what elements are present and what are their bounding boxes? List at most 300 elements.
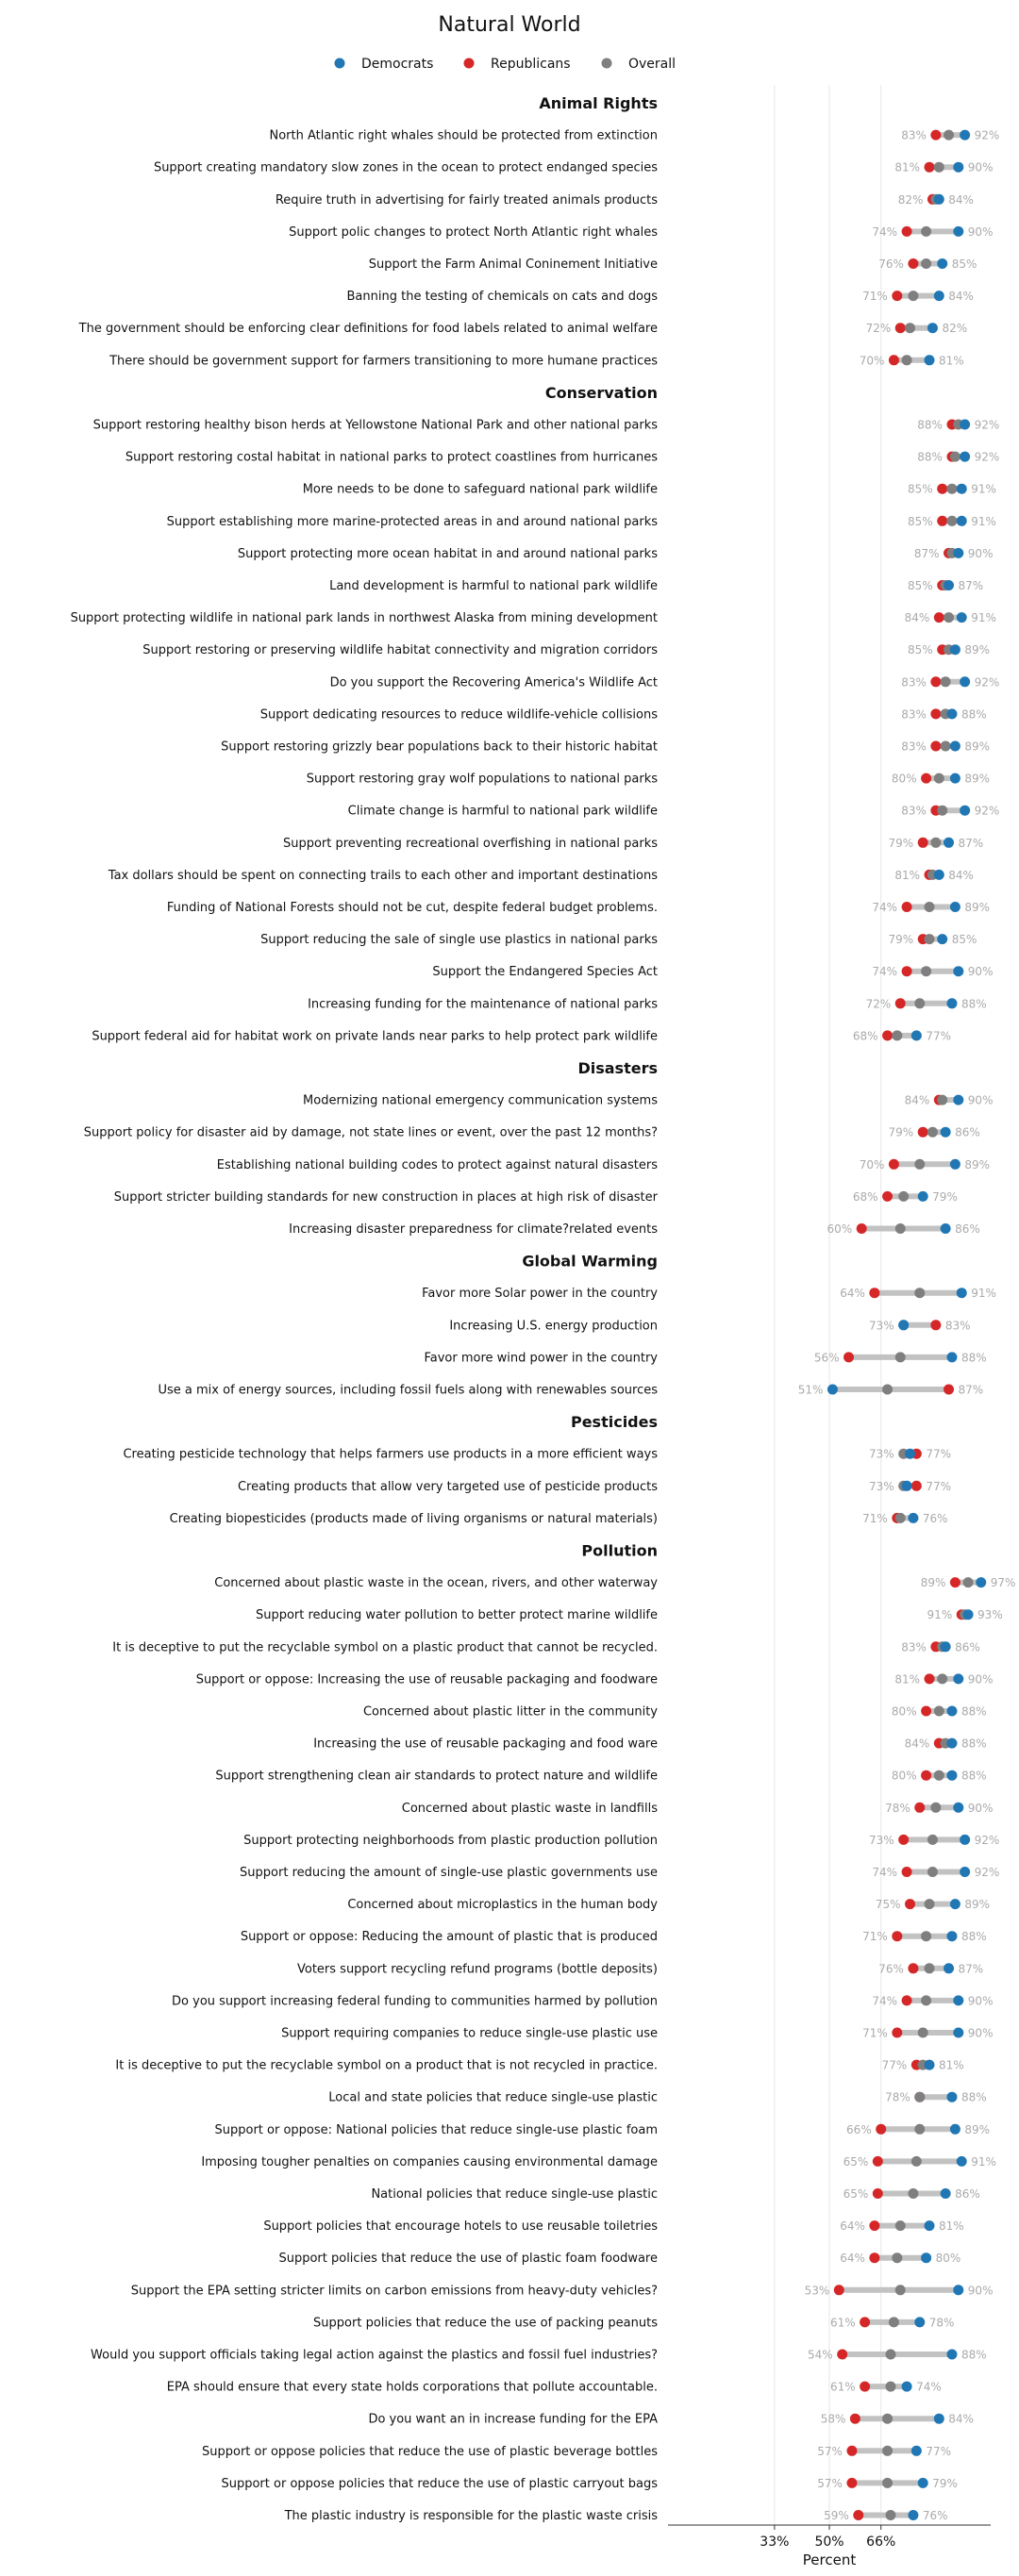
point-democrats bbox=[957, 1288, 967, 1298]
min-value-label: 79% bbox=[888, 1125, 914, 1139]
point-overall bbox=[927, 1867, 938, 1877]
point-republicans bbox=[902, 1995, 912, 2005]
min-value-label: 71% bbox=[862, 290, 888, 304]
min-value-label: 74% bbox=[872, 965, 898, 979]
point-democrats bbox=[946, 2092, 957, 2102]
max-value-label: 89% bbox=[964, 1157, 991, 1172]
point-republicans bbox=[905, 1899, 915, 1909]
max-value-label: 92% bbox=[974, 804, 1000, 818]
point-democrats bbox=[941, 1127, 951, 1138]
min-value-label: 64% bbox=[840, 1287, 865, 1301]
point-overall bbox=[895, 1513, 906, 1523]
point-republicans bbox=[902, 966, 912, 976]
max-value-label: 81% bbox=[939, 2058, 964, 2072]
point-republicans bbox=[918, 838, 928, 848]
point-overall bbox=[882, 2446, 893, 2456]
legend-label-overall: Overall bbox=[628, 57, 677, 72]
max-value-label: 89% bbox=[964, 1898, 991, 1912]
point-republicans bbox=[930, 676, 941, 687]
max-value-label: 86% bbox=[955, 2187, 980, 2201]
point-democrats bbox=[918, 2478, 928, 2488]
row-label: Support policies that reduce the use of plastic foam foodware bbox=[278, 2252, 658, 2267]
point-overall bbox=[921, 1995, 931, 2005]
row-label: Support policies that reduce the use of packing peanuts bbox=[313, 2316, 658, 2331]
point-democrats bbox=[944, 580, 954, 590]
min-value-label: 68% bbox=[852, 1029, 878, 1043]
point-republicans bbox=[869, 2220, 879, 2231]
min-value-label: 85% bbox=[908, 643, 933, 657]
min-value-label: 83% bbox=[901, 1640, 927, 1654]
point-republicans bbox=[873, 2188, 883, 2199]
point-overall bbox=[882, 1385, 893, 1395]
x-tick-label: 33% bbox=[760, 2534, 790, 2550]
row-label: Support policies that encourage hotels to use reusable toiletries bbox=[263, 2219, 658, 2235]
point-democrats bbox=[946, 1770, 957, 1781]
point-democrats bbox=[944, 1963, 954, 1973]
point-democrats bbox=[950, 902, 961, 912]
point-overall bbox=[914, 1159, 925, 1170]
point-democrats bbox=[934, 2414, 944, 2424]
min-value-label: 81% bbox=[894, 1672, 921, 1687]
point-republicans bbox=[898, 1835, 909, 1845]
point-overall bbox=[905, 323, 915, 333]
point-overall bbox=[963, 1577, 974, 1587]
point-democrats bbox=[946, 2350, 957, 2360]
max-value-label: 87% bbox=[958, 1383, 984, 1397]
row-label: Local and state policies that reduce single-use plastic bbox=[328, 2090, 658, 2105]
min-value-label: 56% bbox=[813, 1351, 840, 1365]
point-democrats bbox=[937, 934, 947, 944]
row-label: Banning the testing of chemicals on cats and dogs bbox=[346, 290, 658, 305]
point-democrats bbox=[976, 1577, 986, 1587]
section-title: Pollution bbox=[581, 1541, 658, 1560]
point-republicans bbox=[853, 2510, 863, 2520]
point-overall bbox=[911, 2156, 922, 2167]
row-label: Increasing U.S. energy production bbox=[449, 1319, 658, 1334]
max-value-label: 91% bbox=[971, 611, 996, 625]
row-label: Support reducing the amount of single-use plastic governments use bbox=[240, 1866, 658, 1880]
max-value-label: 88% bbox=[961, 997, 987, 1011]
max-value-label: 84% bbox=[948, 192, 974, 207]
max-value-label: 84% bbox=[948, 290, 974, 304]
point-republicans bbox=[902, 1867, 912, 1877]
min-value-label: 83% bbox=[901, 707, 927, 722]
min-value-label: 65% bbox=[843, 2187, 869, 2201]
point-democrats bbox=[953, 2028, 963, 2038]
max-value-label: 90% bbox=[967, 224, 994, 239]
point-democrats bbox=[953, 1803, 963, 1813]
row-label: It is deceptive to put the recyclable symbol on a plastic product that cannot be recycled. bbox=[112, 1640, 658, 1655]
point-republicans bbox=[921, 1770, 931, 1781]
section-title: Global Warming bbox=[522, 1252, 658, 1271]
max-value-label: 88% bbox=[961, 1769, 987, 1783]
point-republicans bbox=[869, 2252, 879, 2263]
section-title: Pesticides bbox=[570, 1413, 658, 1432]
point-overall bbox=[921, 966, 931, 976]
point-republicans bbox=[857, 1223, 867, 1234]
max-value-label: 90% bbox=[967, 2026, 994, 2040]
point-democrats bbox=[953, 162, 963, 173]
point-democrats bbox=[946, 1931, 957, 1941]
chart-title: Natural World bbox=[438, 13, 581, 37]
point-democrats bbox=[902, 1481, 912, 1491]
max-value-label: 85% bbox=[951, 933, 977, 947]
point-democrats bbox=[927, 323, 938, 333]
min-value-label: 75% bbox=[875, 1898, 901, 1912]
row-label: Support preventing recreational overfishing in national parks bbox=[282, 836, 658, 851]
point-republicans bbox=[882, 1030, 893, 1040]
point-republicans bbox=[908, 1963, 918, 1973]
row-label: Concerned about plastic waste in the ocean, rivers, and other waterway bbox=[214, 1576, 658, 1591]
min-value-label: 88% bbox=[917, 418, 943, 432]
point-democrats bbox=[946, 708, 957, 719]
row-label: Concerned about plastic litter in the community bbox=[362, 1704, 658, 1720]
row-label: Support the Endangered Species Act bbox=[432, 965, 658, 980]
point-overall bbox=[937, 806, 947, 816]
point-overall bbox=[950, 452, 961, 462]
point-overall bbox=[934, 1706, 944, 1717]
point-republicans bbox=[837, 2350, 847, 2360]
point-democrats bbox=[960, 806, 970, 816]
point-democrats bbox=[934, 291, 944, 301]
min-value-label: 71% bbox=[862, 2026, 888, 2040]
point-overall bbox=[927, 1835, 938, 1845]
x-axis-label: Percent bbox=[802, 2551, 857, 2568]
point-overall bbox=[885, 2350, 895, 2360]
min-value-label: 71% bbox=[862, 1511, 888, 1525]
row-label: Creating products that allow very targeted use of pesticide products bbox=[237, 1479, 658, 1494]
row-label: Increasing funding for the maintenance of national parks bbox=[308, 997, 658, 1012]
min-value-label: 53% bbox=[804, 2284, 830, 2298]
max-value-label: 88% bbox=[961, 1737, 987, 1751]
row-label: Support polic changes to protect North Atlantic right whales bbox=[289, 224, 658, 240]
row-label: Support protecting more ocean habitat in and around national parks bbox=[237, 546, 658, 561]
row-label: Support or oppose policies that reduce the use of plastic carryout bags bbox=[221, 2476, 658, 2491]
min-value-label: 73% bbox=[868, 1447, 894, 1461]
max-value-label: 92% bbox=[974, 450, 1000, 464]
min-value-label: 61% bbox=[829, 2380, 856, 2394]
legend-marker-republicans bbox=[464, 58, 475, 69]
min-value-label: 70% bbox=[859, 1157, 885, 1172]
point-overall bbox=[908, 291, 918, 301]
max-value-label: 92% bbox=[974, 1833, 1000, 1847]
min-value-label: 78% bbox=[885, 1801, 910, 1815]
min-value-label: 76% bbox=[878, 1962, 904, 1976]
max-value-label: 76% bbox=[922, 1511, 948, 1525]
min-value-label: 81% bbox=[894, 868, 921, 882]
min-value-label: 59% bbox=[824, 2509, 849, 2522]
min-value-label: 88% bbox=[917, 450, 943, 464]
point-republicans bbox=[930, 708, 941, 719]
max-value-label: 77% bbox=[926, 1029, 952, 1043]
point-democrats bbox=[934, 870, 944, 880]
point-republicans bbox=[937, 484, 947, 494]
max-value-label: 97% bbox=[990, 1576, 1016, 1590]
point-democrats bbox=[960, 130, 970, 141]
max-value-label: 77% bbox=[926, 1447, 952, 1461]
point-republicans bbox=[860, 2317, 870, 2327]
row-label: Use a mix of energy sources, including fossil fuels along with renewables sources bbox=[158, 1383, 658, 1398]
point-overall bbox=[921, 226, 931, 237]
point-democrats bbox=[925, 355, 935, 365]
point-overall bbox=[925, 1963, 935, 1973]
point-overall bbox=[927, 1127, 938, 1138]
point-democrats bbox=[944, 838, 954, 848]
min-value-label: 74% bbox=[872, 901, 898, 914]
section-title: Animal Rights bbox=[539, 94, 658, 112]
point-overall bbox=[946, 484, 957, 494]
point-democrats bbox=[957, 612, 967, 623]
point-republicans bbox=[921, 773, 931, 784]
min-value-label: 70% bbox=[859, 354, 885, 368]
max-value-label: 84% bbox=[948, 2412, 974, 2426]
point-republicans bbox=[850, 2414, 860, 2424]
max-value-label: 88% bbox=[961, 1704, 987, 1719]
point-republicans bbox=[892, 1931, 902, 1941]
min-value-label: 76% bbox=[878, 258, 904, 271]
max-value-label: 89% bbox=[964, 901, 991, 914]
point-overall bbox=[914, 1288, 925, 1298]
point-republicans bbox=[895, 323, 906, 333]
point-democrats bbox=[941, 1641, 951, 1652]
point-republicans bbox=[892, 2028, 902, 2038]
point-republicans bbox=[889, 355, 899, 365]
min-value-label: 79% bbox=[888, 933, 914, 947]
max-value-label: 90% bbox=[967, 546, 994, 560]
min-value-label: 57% bbox=[817, 2476, 843, 2490]
row-label: Do you want an in increase funding for the EPA bbox=[368, 2412, 658, 2427]
max-value-label: 92% bbox=[974, 1866, 1000, 1879]
point-overall bbox=[925, 902, 935, 912]
point-republicans bbox=[937, 516, 947, 526]
max-value-label: 92% bbox=[974, 675, 1000, 690]
point-democrats bbox=[898, 1320, 909, 1330]
row-label: Support policy for disaster aid by damage, not state lines or event, over the past 12 months? bbox=[83, 1125, 658, 1140]
min-value-label: 85% bbox=[908, 482, 933, 496]
min-value-label: 84% bbox=[904, 1093, 930, 1107]
point-overall bbox=[889, 2317, 899, 2327]
max-value-label: 89% bbox=[964, 740, 991, 754]
point-overall bbox=[892, 1030, 902, 1040]
point-overall bbox=[882, 2478, 893, 2488]
row-label: EPA should ensure that every state holds corporations that pollute accountable. bbox=[166, 2380, 658, 2395]
min-value-label: 81% bbox=[894, 160, 921, 175]
point-republicans bbox=[882, 1191, 893, 1202]
point-republicans bbox=[876, 2124, 886, 2135]
point-democrats bbox=[957, 2156, 967, 2167]
max-value-label: 84% bbox=[948, 868, 974, 882]
point-democrats bbox=[953, 2285, 963, 2295]
point-democrats bbox=[960, 676, 970, 687]
point-overall bbox=[895, 1223, 906, 1234]
point-overall bbox=[934, 1770, 944, 1781]
row-label: Support or oppose: Increasing the use of reusable packaging and foodware bbox=[195, 1672, 658, 1687]
row-label: The plastic industry is responsible for the plastic waste crisis bbox=[284, 2509, 658, 2523]
point-overall bbox=[918, 2028, 928, 2038]
max-value-label: 92% bbox=[974, 418, 1000, 432]
min-value-label: 61% bbox=[829, 2316, 856, 2330]
min-value-label: 80% bbox=[891, 772, 917, 786]
min-value-label: 74% bbox=[872, 224, 898, 239]
point-democrats bbox=[934, 194, 944, 205]
row-label: Support or oppose: Reducing the amount of plastic that is produced bbox=[240, 1930, 658, 1945]
row-label: The government should be enforcing clear definitions for food labels related to animal welfare bbox=[78, 322, 658, 337]
max-value-label: 91% bbox=[971, 514, 996, 528]
max-value-label: 76% bbox=[922, 2509, 948, 2522]
point-democrats bbox=[950, 1899, 961, 1909]
point-overall bbox=[941, 676, 951, 687]
row-label: Modernizing national emergency communication systems bbox=[303, 1093, 658, 1108]
max-value-label: 90% bbox=[967, 2284, 994, 2298]
point-democrats bbox=[925, 2220, 935, 2231]
point-democrats bbox=[937, 258, 947, 269]
min-value-label: 60% bbox=[827, 1222, 853, 1236]
min-value-label: 77% bbox=[881, 2058, 908, 2072]
max-value-label: 89% bbox=[964, 643, 991, 657]
row-label: Support stricter building standards for new construction in places at high risk of disaster bbox=[113, 1189, 658, 1205]
point-democrats bbox=[960, 1867, 970, 1877]
row-label: Support restoring gray wolf populations to national parks bbox=[306, 772, 658, 787]
max-value-label: 91% bbox=[971, 482, 996, 496]
point-overall bbox=[898, 1191, 909, 1202]
point-overall bbox=[902, 355, 912, 365]
row-label: Concerned about plastic waste in landfills bbox=[401, 1801, 658, 1816]
row-label: Creating pesticide technology that helps farmers use products in a more efficient ways bbox=[123, 1447, 658, 1462]
min-value-label: 73% bbox=[868, 1833, 894, 1847]
min-value-label: 64% bbox=[840, 2219, 865, 2234]
point-overall bbox=[925, 1899, 935, 1909]
point-republicans bbox=[930, 741, 941, 752]
min-value-label: 83% bbox=[901, 675, 927, 690]
max-value-label: 87% bbox=[958, 836, 984, 850]
point-republicans bbox=[889, 1159, 899, 1170]
max-value-label: 79% bbox=[932, 1189, 958, 1204]
max-value-label: 90% bbox=[967, 1801, 994, 1815]
row-label: Support protecting neighborhoods from plastic production pollution bbox=[243, 1833, 658, 1848]
min-value-label: 51% bbox=[797, 1383, 824, 1397]
section-title: Conservation bbox=[544, 383, 658, 402]
min-value-label: 85% bbox=[908, 514, 933, 528]
point-republicans bbox=[844, 1352, 854, 1362]
point-overall bbox=[944, 612, 954, 623]
point-democrats bbox=[953, 966, 963, 976]
row-label: Support establishing more marine-protected areas in and around national parks bbox=[166, 514, 658, 529]
point-democrats bbox=[957, 484, 967, 494]
min-value-label: 72% bbox=[865, 997, 892, 1011]
point-democrats bbox=[950, 741, 961, 752]
min-value-label: 71% bbox=[862, 1930, 888, 1944]
max-value-label: 93% bbox=[977, 1608, 1003, 1622]
point-democrats bbox=[950, 1159, 961, 1170]
point-overall bbox=[908, 2188, 918, 2199]
point-democrats bbox=[925, 2060, 935, 2070]
point-overall bbox=[921, 1931, 931, 1941]
min-value-label: 91% bbox=[927, 1608, 953, 1622]
point-republicans bbox=[911, 1481, 922, 1491]
min-value-label: 80% bbox=[891, 1769, 917, 1783]
row-label: Funding of National Forests should not be cut, despite federal budget problems. bbox=[166, 901, 658, 915]
point-overall bbox=[882, 2414, 893, 2424]
point-democrats bbox=[953, 1995, 963, 2005]
row-label: Support restoring or preserving wildlife habitat connectivity and migration corridors bbox=[142, 643, 658, 658]
section-title: Disasters bbox=[577, 1059, 658, 1077]
max-value-label: 81% bbox=[939, 2219, 964, 2234]
max-value-label: 87% bbox=[958, 579, 984, 592]
row-label: Support requiring companies to reduce single-use plastic use bbox=[281, 2026, 658, 2041]
point-overall bbox=[895, 2285, 906, 2295]
row-label: More needs to be done to safeguard national park wildlife bbox=[302, 482, 658, 497]
row-label: Require truth in advertising for fairly treated animals products bbox=[275, 192, 658, 208]
point-democrats bbox=[908, 1513, 918, 1523]
row-label: Support the Farm Animal Coninement Initiative bbox=[368, 258, 658, 272]
min-value-label: 64% bbox=[840, 2252, 865, 2266]
point-republicans bbox=[834, 2285, 844, 2295]
point-democrats bbox=[960, 1835, 970, 1845]
point-republicans bbox=[902, 902, 912, 912]
point-democrats bbox=[953, 1095, 963, 1105]
min-value-label: 58% bbox=[820, 2412, 846, 2426]
max-value-label: 91% bbox=[971, 2154, 996, 2169]
max-value-label: 90% bbox=[967, 1093, 994, 1107]
point-democrats bbox=[960, 452, 970, 462]
point-overall bbox=[925, 934, 935, 944]
row-label: Voters support recycling refund programs (bottle deposits) bbox=[296, 1962, 658, 1977]
point-republicans bbox=[860, 2382, 870, 2392]
point-democrats bbox=[918, 1191, 928, 1202]
min-value-label: 74% bbox=[872, 1994, 898, 2008]
point-republicans bbox=[930, 130, 941, 141]
point-democrats bbox=[960, 420, 970, 430]
row-label: North Atlantic right whales should be protected from extinction bbox=[269, 128, 658, 143]
point-democrats bbox=[905, 1449, 915, 1459]
max-value-label: 86% bbox=[955, 1222, 980, 1236]
point-republicans bbox=[914, 1803, 925, 1813]
min-value-label: 84% bbox=[904, 611, 930, 625]
max-value-label: 81% bbox=[939, 354, 964, 368]
point-overall bbox=[921, 258, 931, 269]
point-republicans bbox=[892, 291, 902, 301]
row-label: Increasing disaster preparedness for climate?related events bbox=[289, 1222, 658, 1237]
min-value-label: 68% bbox=[852, 1189, 878, 1204]
point-democrats bbox=[914, 2317, 925, 2327]
max-value-label: 89% bbox=[964, 2122, 991, 2136]
point-overall bbox=[892, 2252, 902, 2263]
min-value-label: 73% bbox=[868, 1479, 894, 1493]
point-democrats bbox=[946, 1706, 957, 1717]
point-overall bbox=[895, 2220, 906, 2231]
point-democrats bbox=[941, 1223, 951, 1234]
point-overall bbox=[934, 162, 944, 173]
point-overall bbox=[914, 2092, 925, 2102]
point-overall bbox=[885, 2510, 895, 2520]
min-value-label: 74% bbox=[872, 1866, 898, 1879]
point-overall bbox=[937, 1095, 947, 1105]
point-republicans bbox=[846, 2478, 857, 2488]
point-overall bbox=[944, 130, 954, 141]
point-overall bbox=[934, 773, 944, 784]
row-label: Do you support increasing federal funding to communities harmed by pollution bbox=[172, 1994, 658, 2009]
min-value-label: 82% bbox=[897, 192, 924, 207]
max-value-label: 86% bbox=[955, 1125, 980, 1139]
row-label: It is deceptive to put the recyclable symbol on a product that is not recycled in practice. bbox=[115, 2058, 658, 2073]
point-democrats bbox=[908, 2510, 918, 2520]
min-value-label: 84% bbox=[904, 1737, 930, 1751]
row-label: Support restoring healthy bison herds at Yellowstone National Park and other national parks bbox=[92, 418, 658, 433]
min-value-label: 79% bbox=[888, 836, 914, 850]
point-overall bbox=[930, 1803, 941, 1813]
max-value-label: 90% bbox=[967, 1672, 994, 1687]
row-label: Support or oppose policies that reduce the use of plastic beverage bottles bbox=[202, 2444, 658, 2459]
